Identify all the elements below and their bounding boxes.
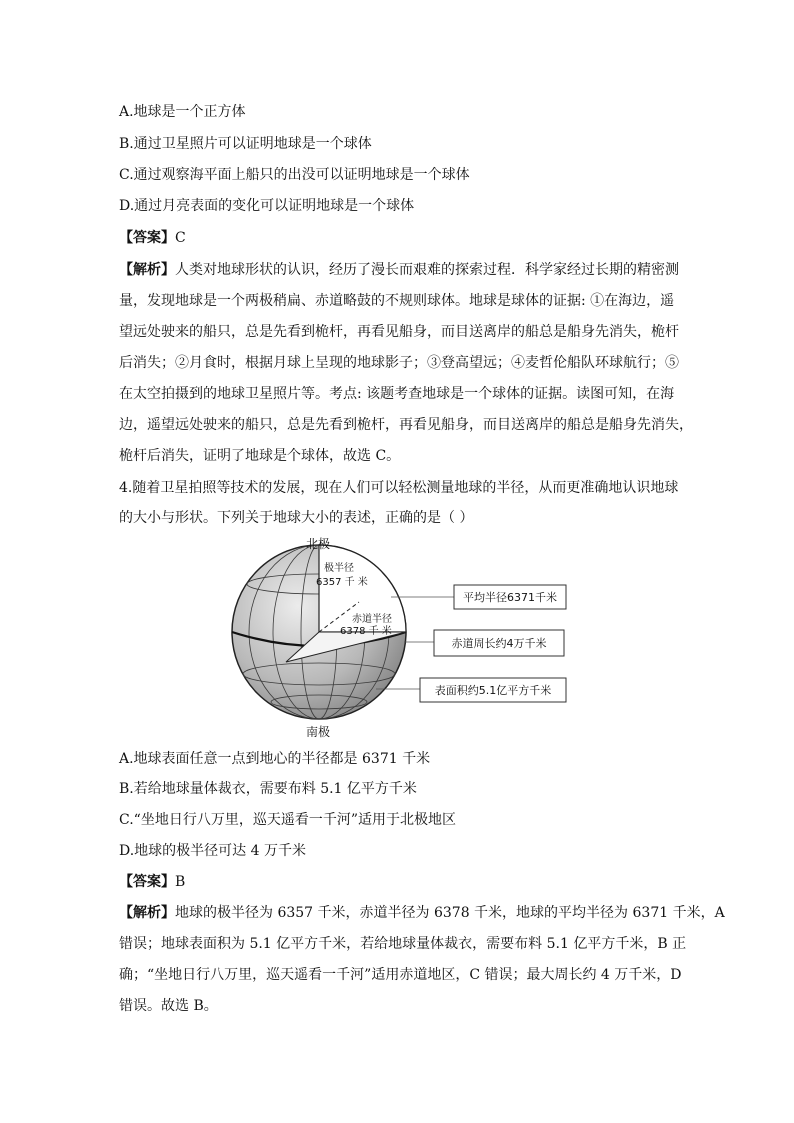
equatorial-radius-label: 赤道半径 <box>352 614 392 625</box>
q3-option-c: C.通过观察海平面上船只的出没可以证明地球是一个球体 <box>119 167 470 183</box>
equatorial-radius-value: 6378 千 米 <box>340 626 392 637</box>
q4-stem-line-1: 4.随着卫星拍照等技术的发展，现在人们可以轻松测量地球的半径，从而更准确地认识地球 <box>119 480 679 496</box>
q3-analysis-label: 【解析】 <box>119 262 175 278</box>
q3-analysis-line-5: 在太空拍摄到的地球卫星照片等。考点: 该题考查地球是一个球体的证据。读图可知，在海 <box>119 386 675 402</box>
q4-stem-line-2: 的大小与形状。下列关于地球大小的表述，正确的是（ ） <box>119 510 474 526</box>
q3-option-d: D.通过月亮表面的变化可以证明地球是一个球体 <box>119 198 415 214</box>
q3-analysis-text-1: 人类对地球形状的认识，经历了漫长而艰难的探索过程．科学家经过长期的精密测 <box>175 262 679 278</box>
q4-option-a: A.地球表面任意一点到地心的半径都是 6371 千米 <box>119 751 431 767</box>
callout-surface-area: 表面积约5.1亿平方千米 <box>434 684 552 697</box>
q3-option-b: B.通过卫星照片可以证明地球是一个球体 <box>119 136 372 152</box>
q3-analysis-line-3: 望远处驶来的船只，总是先看到桅杆，再看见船身，而目送离岸的船总是船身先消失，桅杆 <box>119 324 679 340</box>
polar-radius-value: 6357 千 米 <box>316 577 368 588</box>
q3-analysis-line-2: 量，发现地球是一个两极稍扁、赤道略鼓的不规则球体。地球是球体的证据: ①在海边，遥 <box>119 293 675 309</box>
q4-option-b: B.若给地球量体裁衣，需要布料 5.1 亿平方千米 <box>119 781 417 797</box>
q4-analysis-line-3: 确；“坐地日行八万里，巡天遥看一千河”适用赤道地区，C 错误；最大周长约 4 万千米，D <box>119 967 682 983</box>
q3-answer <box>119 228 186 248</box>
q4-analysis-line-4: 错误。故选 B。 <box>119 998 218 1014</box>
north-pole-label: 北极 <box>306 537 331 551</box>
callout-circumference: 赤道周长约4万千米 <box>451 637 547 650</box>
q3-analysis-line-4: 后消失；②月食时，根据月球上呈现的地球影子；③登高望远；④麦哲伦船队环球航行；⑤ <box>119 355 679 371</box>
q3-answer-value: C <box>175 230 186 246</box>
callout-mean-radius: 平均半径6371千米 <box>463 591 557 604</box>
earth-diagram-svg <box>226 534 572 738</box>
south-pole-label: 南极 <box>306 725 331 738</box>
earth-size-diagram <box>226 534 572 738</box>
q3-analysis-line-6: 边，遥望远处驶来的船只，总是先看到桅杆，再看见船身，而目送离岸的船总是船身先消失， <box>119 417 693 433</box>
q4-analysis-line-2: 错误；地球表面积为 5.1 亿平方千米，若给地球量体裁衣，需要布料 5.1 亿平方千米，B 正 <box>119 936 687 952</box>
q4-analysis-label: 【解析】 <box>119 905 175 921</box>
q4-analysis-line-1 <box>119 903 725 923</box>
q4-option-c: C.“坐地日行八万里，巡天遥看一千河”适用于北极地区 <box>119 812 456 828</box>
q3-option-a: A.地球是一个正方体 <box>119 104 246 120</box>
q4-answer <box>119 872 185 892</box>
q4-analysis-text-1: 地球的极半径为 6357 千米，赤道半径为 6378 千米，地球的平均半径为 6371 千米，A <box>175 905 725 921</box>
q4-answer-value: B <box>175 874 186 890</box>
q3-answer-label: 【答案】 <box>119 230 175 246</box>
q3-analysis-line-1 <box>119 260 679 280</box>
q3-analysis-line-7: 桅杆后消失，证明了地球是个球体，故选 C。 <box>119 448 401 464</box>
polar-radius-label: 极半径 <box>324 563 354 574</box>
q4-answer-label: 【答案】 <box>119 874 175 890</box>
q4-option-d: D.地球的极半径可达 4 万千米 <box>119 843 306 859</box>
